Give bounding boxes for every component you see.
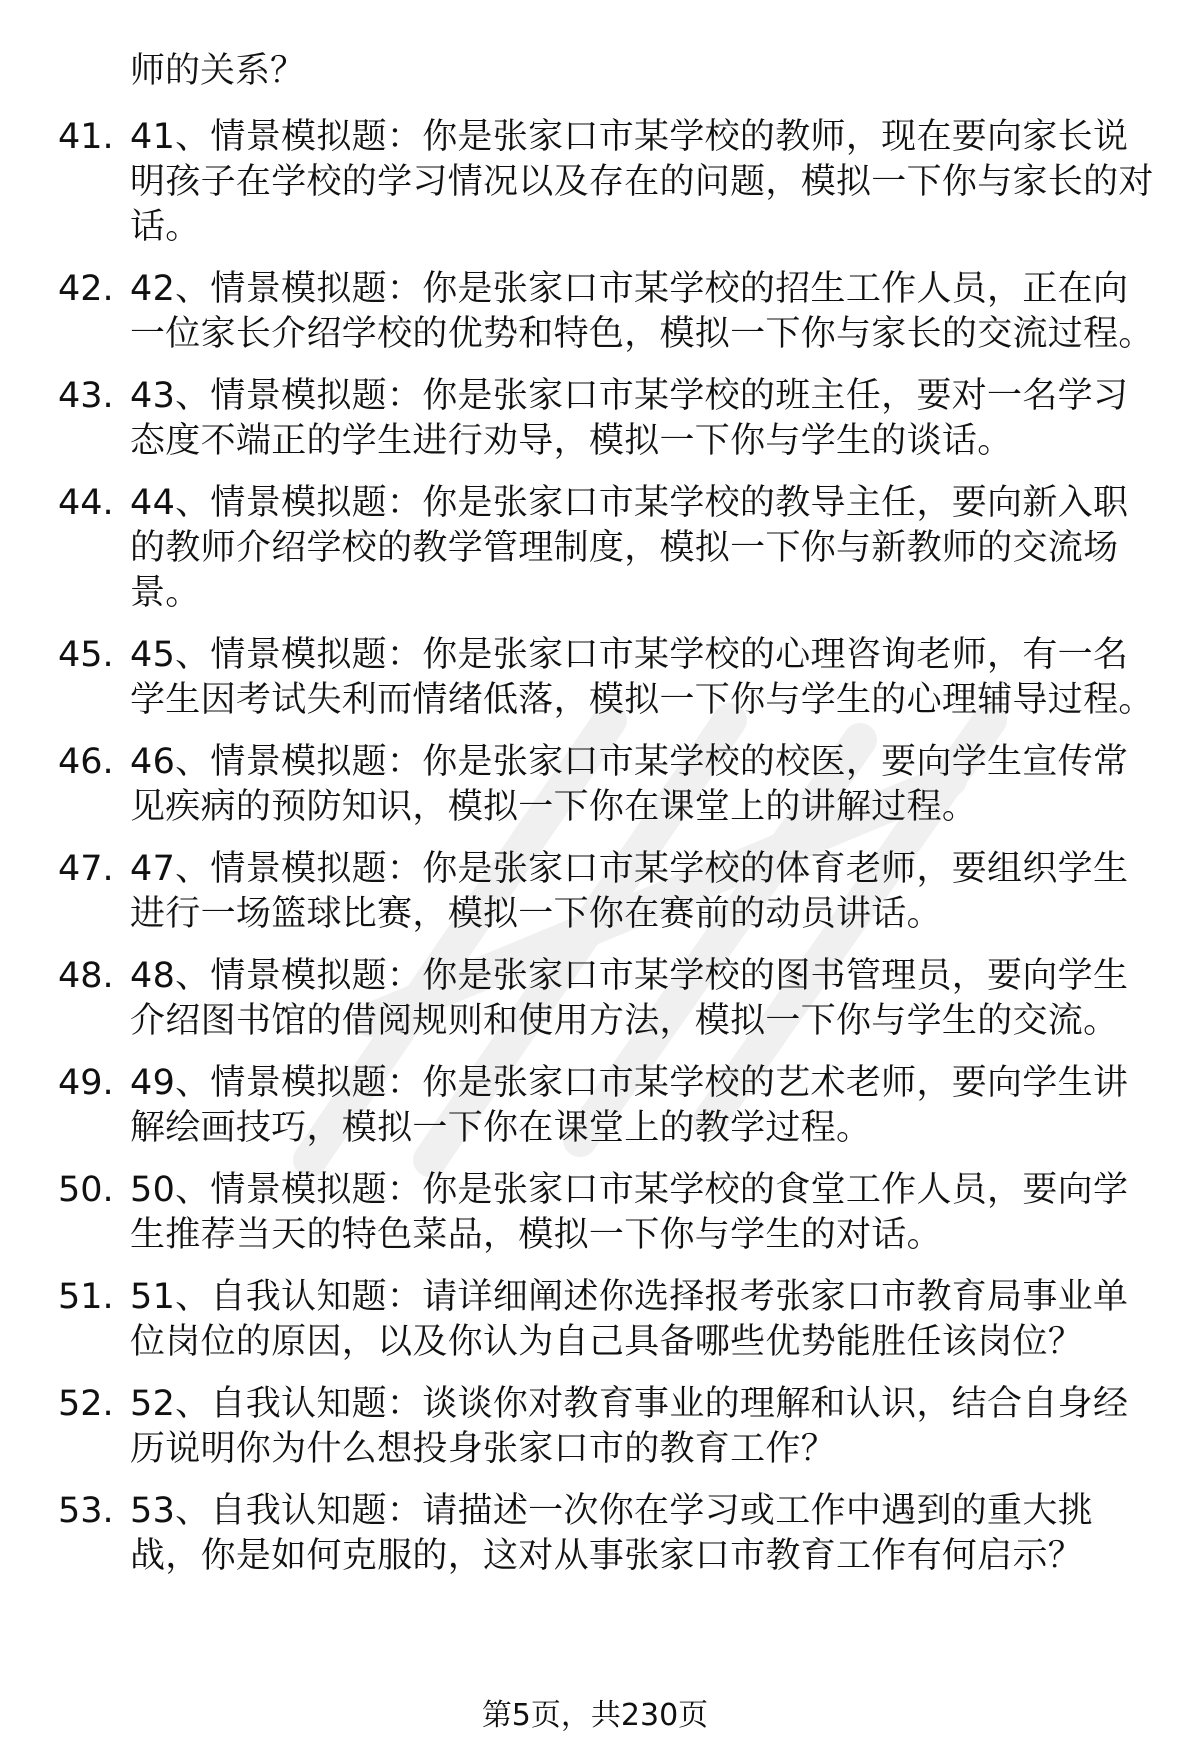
- list-item: [0, 633, 1190, 723]
- item-text: 51、自我认知题：请详细阐述你选择报考张家口市教育局事业单位岗位的原因，以及你认为自己具备哪些优势能胜任该岗位？: [130, 1277, 1129, 1362]
- list-item: [0, 740, 1190, 830]
- item-number: 41.: [58, 117, 114, 157]
- item-text: 46、情景模拟题：你是张家口市某学校的校医，要向学生宣传常见疾病的预防知识，模拟一下你在课堂上的讲解过程。: [130, 742, 1129, 827]
- item-number: 47.: [58, 849, 114, 889]
- item-text: 43、情景模拟题：你是张家口市某学校的班主任，要对一名学习态度不端正的学生进行劝导，模拟一下你与学生的谈话。: [130, 376, 1129, 461]
- list-item: [0, 1489, 1190, 1579]
- item-text: 44、情景模拟题：你是张家口市某学校的教导主任，要向新入职的教师介绍学校的教学管理制度，模拟一下你与新教师的交流场景。: [130, 483, 1129, 613]
- question-list: [0, 115, 1190, 1596]
- item-text: 45、情景模拟题：你是张家口市某学校的心理咨询老师，有一名学生因考试失利而情绪低落，模拟一下你与学生的心理辅导过程。: [130, 635, 1154, 720]
- item-number: 45.: [58, 635, 114, 675]
- page-footer: 第5页，共230页: [481, 1698, 709, 1733]
- list-item: [0, 481, 1190, 616]
- item-number: 43.: [58, 376, 114, 416]
- item-text: 50、情景模拟题：你是张家口市某学校的食堂工作人员，要向学生推荐当天的特色菜品，模拟一下你与学生的对话。: [130, 1170, 1129, 1255]
- list-item: [0, 1168, 1190, 1258]
- list-item: [0, 1275, 1190, 1365]
- list-item: [0, 267, 1190, 357]
- item-text: 52、自我认知题：谈谈你对教育事业的理解和认识，结合自身经历说明你为什么想投身张家口市的教育工作？: [130, 1384, 1129, 1469]
- item-text: 47、情景模拟题：你是张家口市某学校的体育老师，要组织学生进行一场篮球比赛，模拟一下你在赛前的动员讲话。: [130, 849, 1129, 934]
- item-number: 53.: [58, 1491, 114, 1531]
- item-text: 53、自我认知题：请描述一次你在学习或工作中遇到的重大挑战，你是如何克服的，这对从事张家口市教育工作有何启示？: [130, 1491, 1093, 1576]
- item-text: 42、情景模拟题：你是张家口市某学校的招生工作人员，正在向一位家长介绍学校的优势和特色，模拟一下你与家长的交流过程。: [130, 269, 1154, 354]
- list-item: [0, 1382, 1190, 1472]
- list-item: [0, 847, 1190, 937]
- list-item: [0, 374, 1190, 464]
- item-number: 42.: [58, 269, 114, 309]
- list-item: [0, 954, 1190, 1044]
- item-text: 48、情景模拟题：你是张家口市某学校的图书管理员，要向学生介绍图书馆的借阅规则和使用方法，模拟一下你与学生的交流。: [130, 956, 1129, 1041]
- item-number: 52.: [58, 1384, 114, 1424]
- item-number: 44.: [58, 483, 114, 523]
- item-text: 41、情景模拟题：你是张家口市某学校的教师，现在要向家长说明孩子在学校的学习情况以及存在的问题，模拟一下你与家长的对话。: [130, 117, 1154, 247]
- item-number: 51.: [58, 1277, 114, 1317]
- item-number: 48.: [58, 956, 114, 996]
- item-number: 49.: [58, 1063, 114, 1103]
- item-text: 49、情景模拟题：你是张家口市某学校的艺术老师，要向学生讲解绘画技巧，模拟一下你在课堂上的教学过程。: [130, 1063, 1129, 1148]
- continuation-text: 师的关系？: [130, 51, 306, 91]
- item-number: 50.: [58, 1170, 114, 1210]
- list-item: [0, 115, 1190, 250]
- item-number: 46.: [58, 742, 114, 782]
- list-item: [0, 1061, 1190, 1151]
